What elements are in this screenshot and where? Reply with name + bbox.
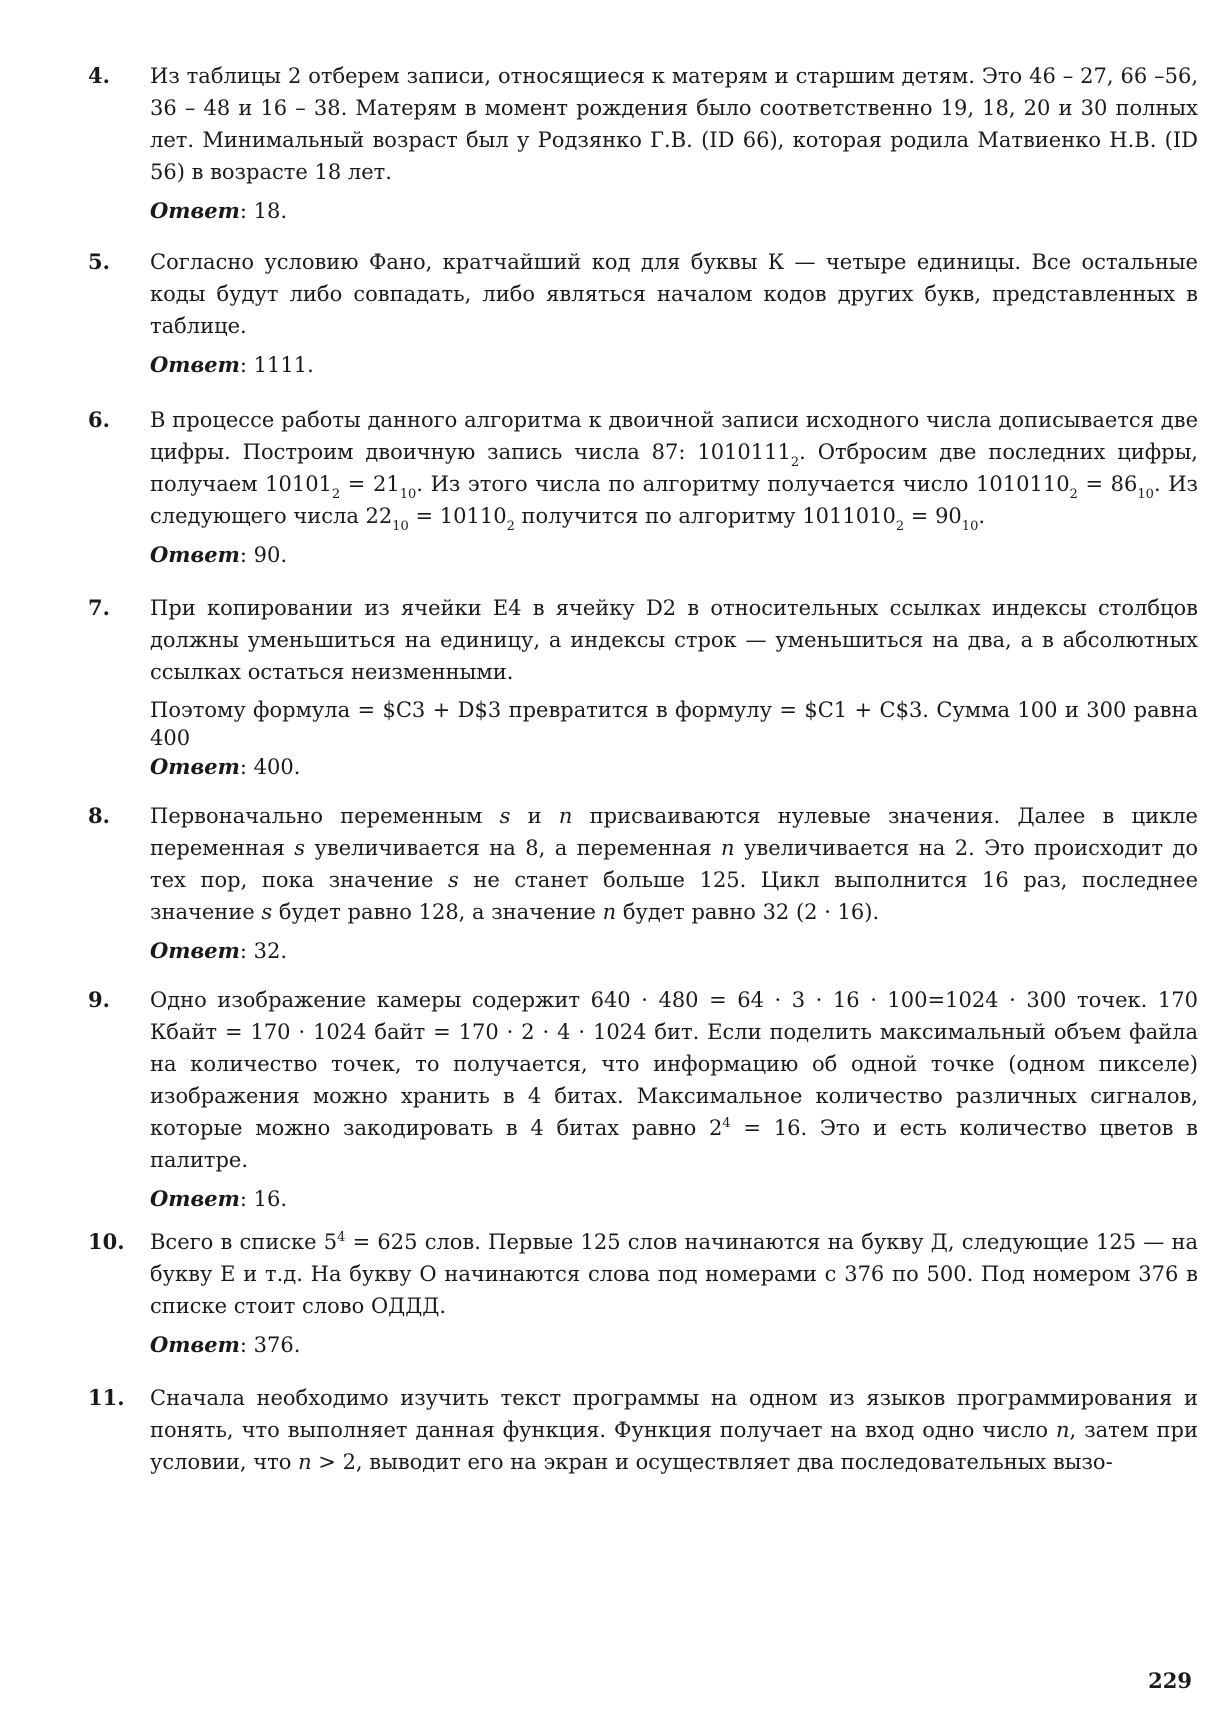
item-number: 11. xyxy=(88,1385,125,1410)
solution-item-10 xyxy=(88,1226,1198,1360)
answer-value: : 376. xyxy=(239,1333,301,1357)
item-text: Всего в списке $5^4 = 625$ слов. Первые 125 слов начинаются на букву Д, следующие 125 — на букву Е и т.д. На букву О начинаются слова под номерами с 376 по 500. Под номером 376 в списке стоит слово ОДДД. xyxy=(150,1230,1198,1318)
answer-line xyxy=(150,752,1198,782)
solution-item-5 xyxy=(88,246,1198,380)
page-number: 229 xyxy=(1148,1668,1192,1693)
answer-label: Ответ xyxy=(150,1332,240,1357)
answer-value: : 90. xyxy=(239,543,288,567)
item-text: При копировании из ячейки Е4 в ячейку D2 в относительных ссылках индексы столбцов должны уменьшиться на единицу, а индексы строк — уменьшиться на два, а в абсолютных ссылках остаться неизменными. xyxy=(150,596,1198,684)
answer-label: Ответ xyxy=(150,352,240,377)
item-number: 5. xyxy=(88,249,110,274)
solution-item-11 xyxy=(88,1382,1198,1478)
solution-item-6 xyxy=(88,404,1198,570)
answer-value: : 16. xyxy=(239,1187,288,1211)
answer-label: Ответ xyxy=(150,1186,240,1211)
item-text: Согласно условию Фано, кратчайший код для буквы К — четыре единицы. Все остальные коды будут либо совпадать, либо являться началом кодов других букв, представленных в таблице. xyxy=(150,250,1198,338)
answer-value: : 400. xyxy=(239,755,301,779)
answer-label: Ответ xyxy=(150,754,240,779)
answer-line xyxy=(150,1330,1198,1360)
item-text: В процессе работы данного алгоритма к двоичной записи исходного числа дописывается две цифры. Построим двоичную запись числа 87: $1010111_2$. Отбросим две последних цифры, получаем $10101_2 = 21_{10}$. Из этого числа по алгоритму получается число $1010110_2 = 86_{10}$. Из следующего числа $22_{10} = 10110_2$ получится по алгоритму $1011010_2 = 90_{10}$. xyxy=(150,408,1199,535)
item-text: Одно изображение камеры содержит 640 · 480 = 64 · 3 · 16 · 100=1024 · 300 точек. 170 Кбайт = 170 · 1024 байт = 170 · 2 · 4 · 1024 бит. Если поделить максимальный объем файла на количество точек, то получается, что информацию об одной точке (одном пикселе) изображения можно хранить в 4 битах. Максимальное количество различных сигналов, которые можно закодировать в 4 битах равно $2^4 = 16$. Это и есть количество цветов в палитре. xyxy=(150,988,1199,1172)
item-text: Первоначально переменным s и n присваиваются нулевые значения. Далее в цикле переменная s увеличивается на 8, а переменная n увеличивается на 2. Это происходит до тех пор, пока значение s не станет больше 125. Цикл выполнится 16 раз, последнее значение s будет равно 128, а значение n будет равно 32 (2 · 16). xyxy=(150,804,1198,924)
answer-label: Ответ xyxy=(150,542,240,567)
answer-label: Ответ xyxy=(150,938,240,963)
answer-line xyxy=(150,196,1198,226)
item-text-continuation: Поэтому формула = $С3 + D$3 превратится в формулу = $С1 + С$3. Сумма 100 и 300 равна 400 xyxy=(150,698,1198,750)
answer-line xyxy=(150,540,1198,570)
answer-line xyxy=(150,936,1198,966)
solution-item-7 xyxy=(88,592,1198,782)
answer-label: Ответ xyxy=(150,198,240,223)
answer-value: : 18. xyxy=(239,199,288,223)
answer-line xyxy=(150,1184,1198,1214)
item-number: 9. xyxy=(88,987,110,1012)
item-number: 8. xyxy=(88,803,110,828)
item-number: 6. xyxy=(88,407,110,432)
answer-line xyxy=(150,350,1198,380)
answer-value: : 32. xyxy=(239,939,288,963)
item-number: 4. xyxy=(88,63,110,88)
item-text: Из таблицы 2 отберем записи, относящиеся к матерям и старшим детям. Это 46 – 27, 66 –56, 36 – 48 и 16 – 38. Матерям в момент рождения было соответственно 19, 18, 20 и 30 полных лет. Минимальный возраст был у Родзянко Г.В. (ID 66), которая родила Матвиенко Н.В. (ID 56) в возрасте 18 лет. xyxy=(150,64,1198,184)
item-text: Сначала необходимо изучить текст программы на одном из языков программирования и понять, что выполняет данная функция. Функция получает на вход одно число n, затем при условии, что n > 2, выводит его на экран и осуществляет два последовательных вызо- xyxy=(150,1386,1198,1474)
answer-value: : 1111. xyxy=(239,353,314,377)
item-number: 7. xyxy=(88,595,110,620)
item-number: 10. xyxy=(88,1229,125,1254)
solution-item-8 xyxy=(88,800,1198,966)
solution-item-4 xyxy=(88,60,1198,226)
solution-item-9 xyxy=(88,984,1198,1214)
